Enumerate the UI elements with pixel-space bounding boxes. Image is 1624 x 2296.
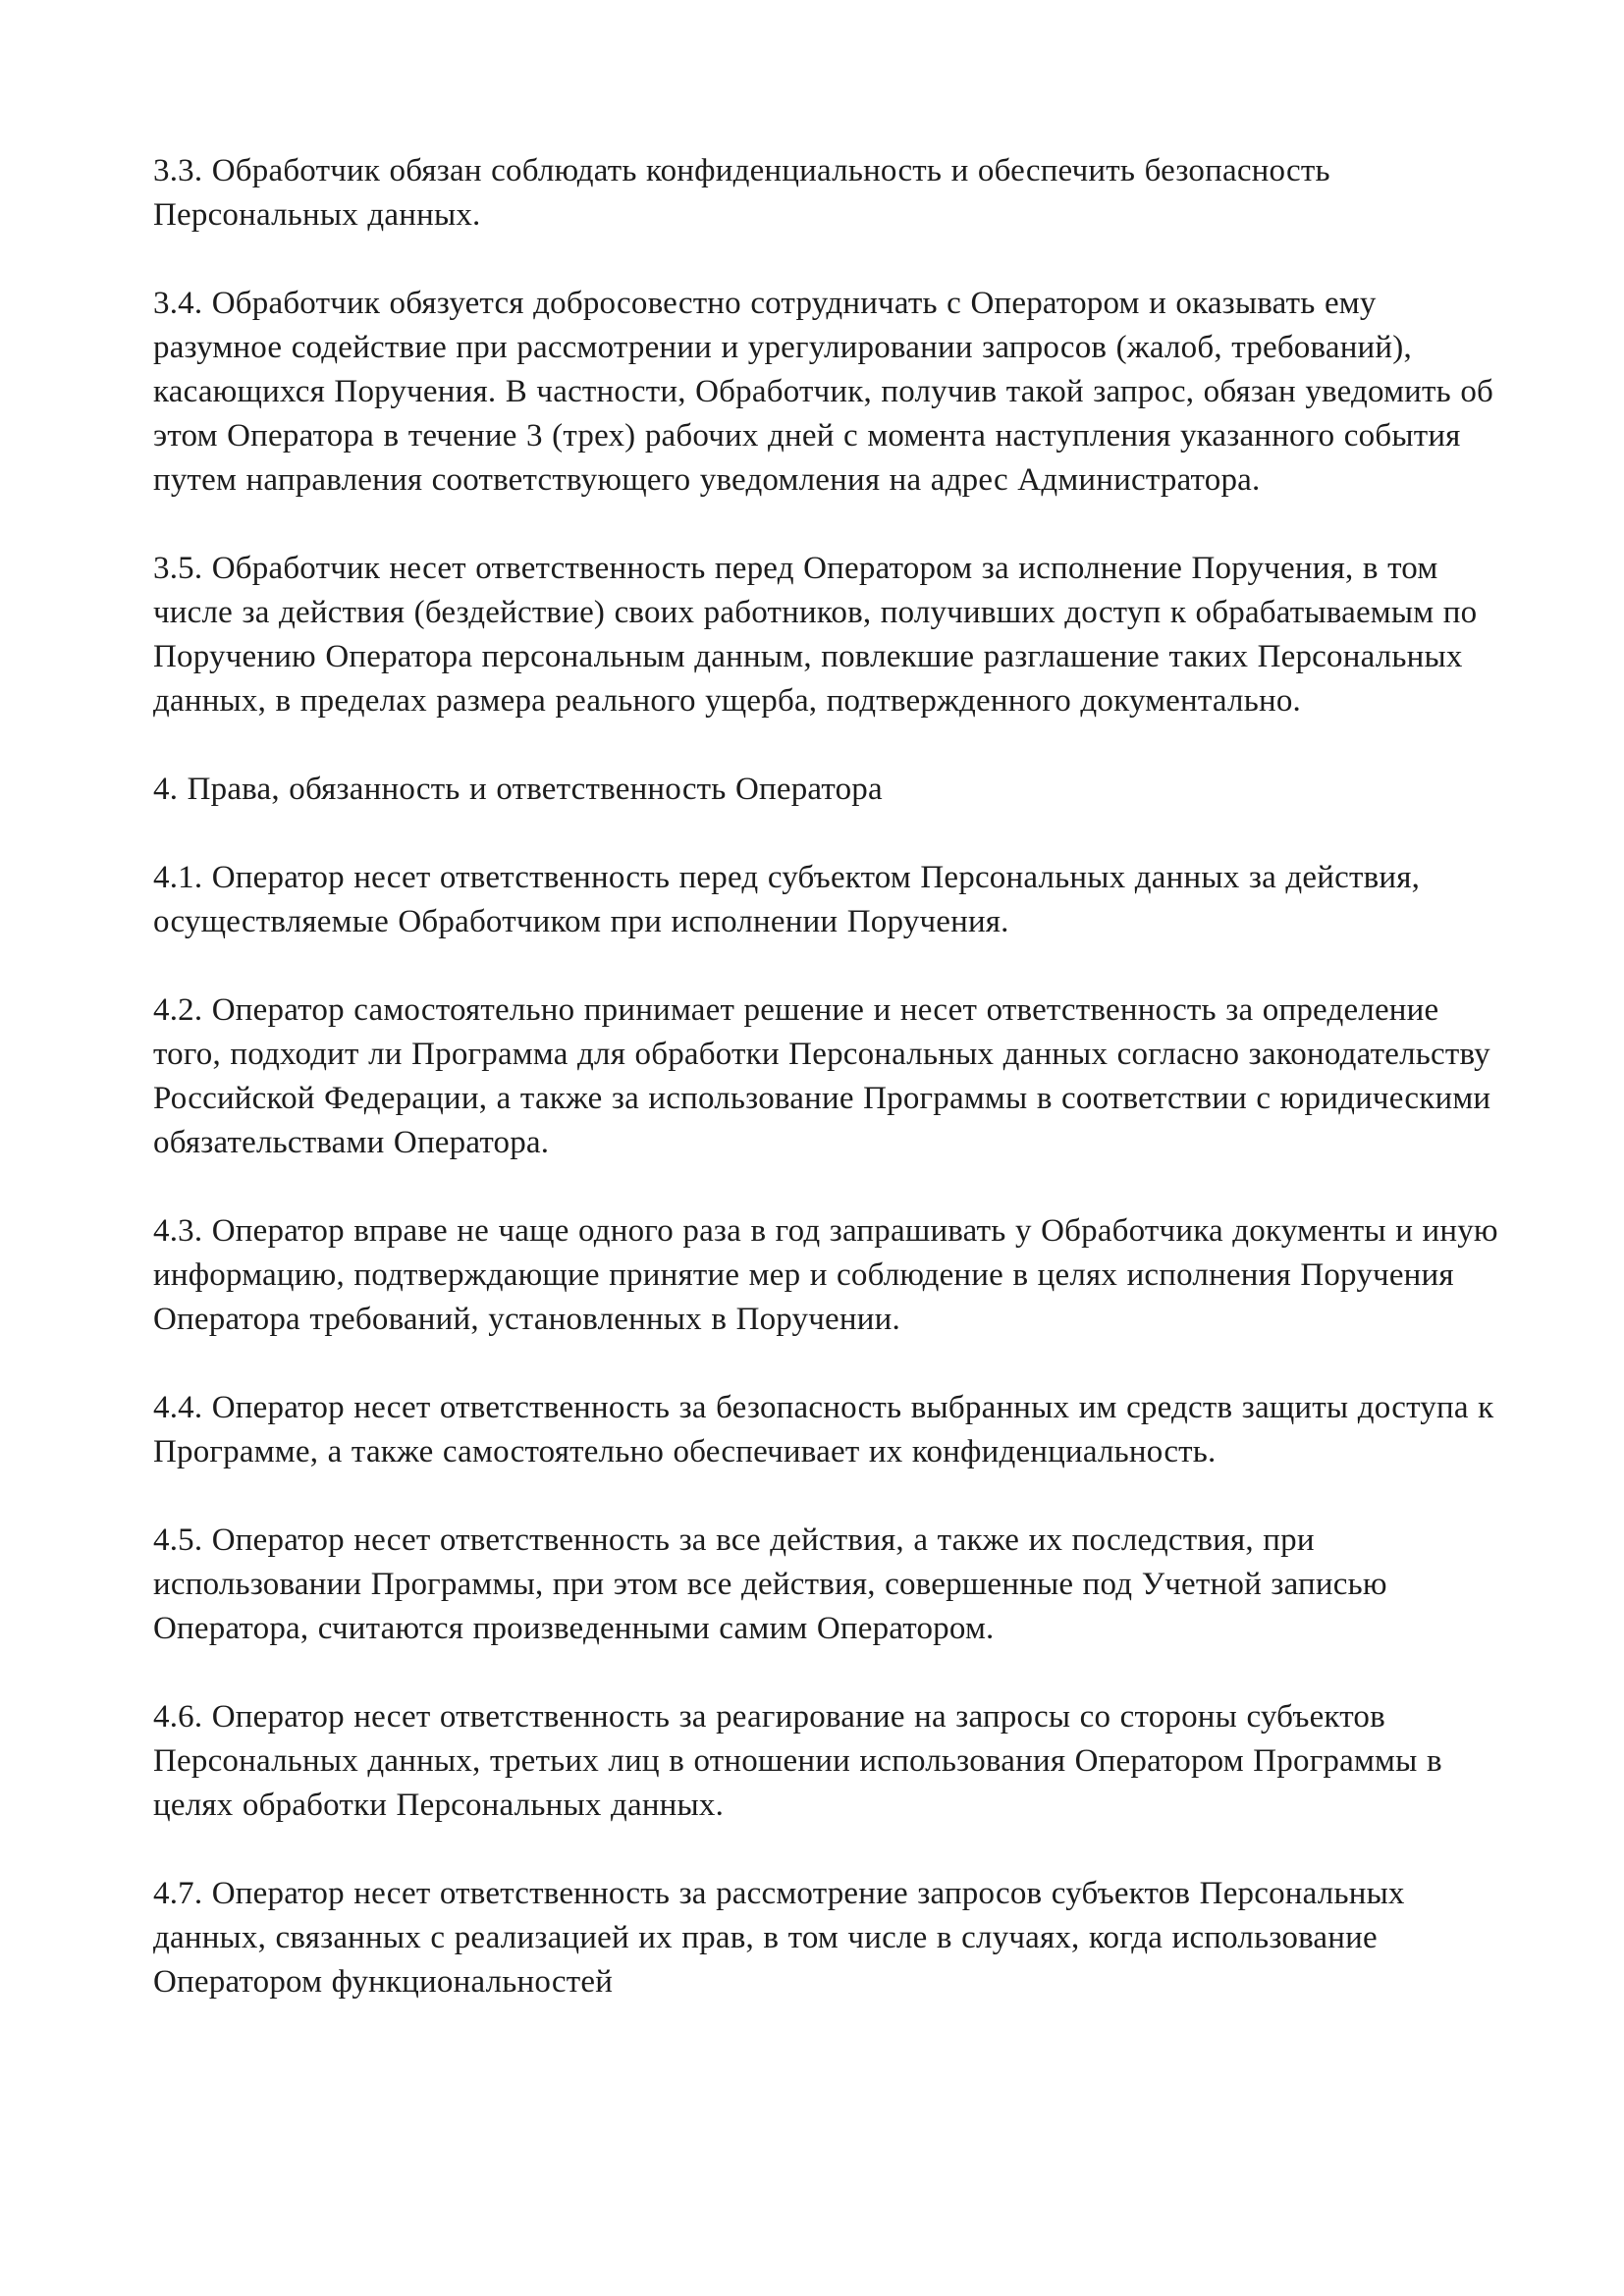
paragraph-4-5: 4.5. Оператор несет ответственность за все действия, а также их последствия, при использовании Программы, при этом все действия, совершенные под Учетной записью Оператора, считаются произведенными самим Оператором. [153, 1522, 1387, 1646]
paragraph-4-1: 4.1. Оператор несет ответственность перед субъектом Персональных данных за действия, осуществляемые Обработчиком при исполнении Поручения. [153, 860, 1421, 939]
paragraph-4-2: 4.2. Оператор самостоятельно принимает решение и несет ответственность за определение того, подходит ли Программа для обработки Персональных данных согласно законодательству Российской Федерации, а также за использование Программы в соответствии с юридическими обязательствами Оператора. [153, 992, 1491, 1160]
paragraph-4-3: 4.3. Оператор вправе не чаще одного раза в год запрашивать у Обработчика документы и иную информацию, подтверждающие принятие мер и соблюдение в целях исполнения Поручения Оператора требований, установленных в Поручении. [153, 1213, 1498, 1337]
paragraph-4-7: 4.7. Оператор несет ответственность за рассмотрение запросов субъектов Персональных данных, связанных с реализацией их прав, в том числе в случаях, когда использование Оператором функциональностей [153, 1876, 1405, 2000]
paragraph-4-6: 4.6. Оператор несет ответственность за реагирование на запросы со стороны субъектов Персональных данных, третьих лиц в отношении использования Оператором Программы в целях обработки Персональных данных. [153, 1699, 1442, 1823]
paragraph-3-4: 3.4. Обработчик обязуется добросовестно сотрудничать с Оператором и оказывать ему разумное содействие при рассмотрении и урегулировании запросов (жалоб, требований), касающихся Поручения. В частности, Обработчик, получив такой запрос, обязан уведомить об этом Оператора в течение 3 (трех) рабочих дней с момента наступления указанного события путем направления соответствующего уведомления на адрес Администратора. [153, 286, 1494, 498]
paragraph-3-3: 3.3. Обработчик обязан соблюдать конфиденциальность и обеспечить безопасность Персональных данных. [153, 153, 1330, 233]
paragraph-4-4: 4.4. Оператор несет ответственность за безопасность выбранных им средств защиты доступа к Программе, а также самостоятельно обеспечивает их конфиденциальность. [153, 1390, 1494, 1469]
paragraph-3-5: 3.5. Обработчик несет ответственность перед Оператором за исполнение Поручения, в том числе за действия (бездействие) своих работников, получивших доступ к обрабатываемым по Поручению Оператора персональным данным, повлекшие разглашение таких Персональных данных, в пределах размера реального ущерба, подтвержденного документально. [153, 551, 1478, 719]
section-heading-4: 4. Права, обязанность и ответственность Оператора [153, 772, 883, 807]
